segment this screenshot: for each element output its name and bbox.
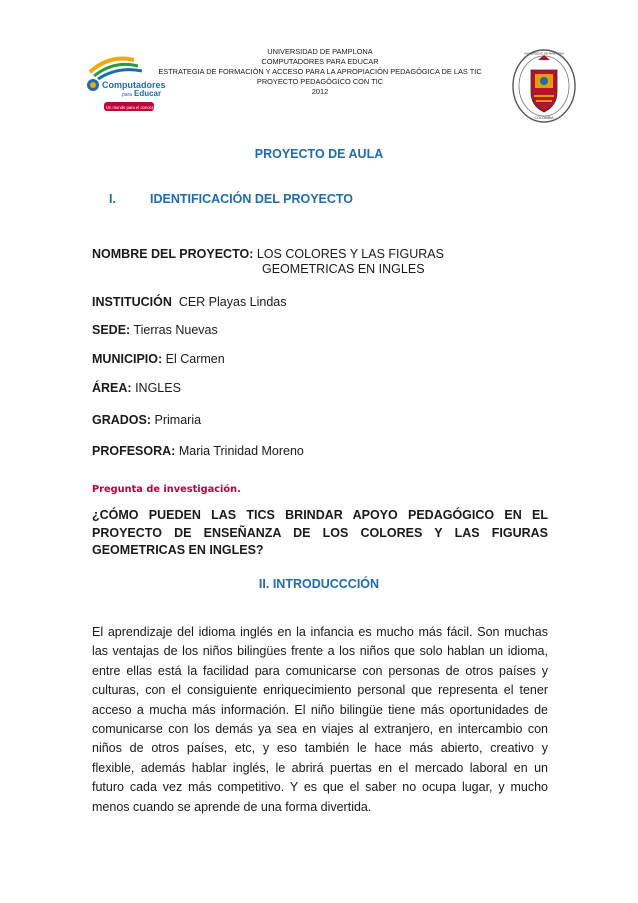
page-title: PROYECTO DE AULA bbox=[254, 147, 384, 161]
question-line: GEOMETRICAS EN INGLES? bbox=[92, 543, 264, 557]
section-2-heading: II. INTRODUCCCIÓN bbox=[258, 577, 380, 591]
field-grados bbox=[92, 412, 201, 428]
research-question-label: Pregunta de investigación. bbox=[92, 484, 241, 495]
field-nombre-label: NOMBRE DEL PROYECTO: bbox=[92, 247, 254, 261]
field-profesora bbox=[92, 443, 304, 459]
field-profesora-label: PROFESORA: bbox=[92, 444, 176, 458]
field-municipio-value: El Carmen bbox=[165, 352, 225, 366]
introduction-paragraph bbox=[92, 623, 548, 817]
field-institucion-label: INSTITUCIÓN bbox=[92, 295, 172, 309]
intro-line: El aprendizaje del idioma inglés en la infancia es mucho más fácil. Son muchas bbox=[92, 625, 548, 639]
svg-text:para: para bbox=[122, 92, 133, 98]
university-seal-logo bbox=[511, 48, 577, 124]
field-municipio bbox=[92, 351, 225, 367]
field-institucion-value: CER Playas Lindas bbox=[178, 295, 287, 309]
svg-text:Un mundo para el conocimiento: Un mundo para el conocimiento bbox=[106, 105, 166, 110]
intro-line: acceso a mucha más información. El niño bilingüe tiene más oportunidades de bbox=[92, 702, 548, 717]
field-institucion bbox=[92, 294, 287, 310]
field-grados-label: GRADOS: bbox=[92, 413, 152, 427]
research-question bbox=[92, 507, 548, 560]
intro-line: menos cuando se aprende de una forma divertida. bbox=[92, 799, 372, 814]
field-sede-label: SEDE: bbox=[92, 323, 131, 337]
svg-text:Educar: Educar bbox=[134, 89, 162, 98]
intro-line: futuro cada vez más competitivo. Y es que el saber no ocupa lugar, y mucho bbox=[92, 780, 548, 795]
question-line: PROYECTO DE ENSEÑANZA DE LOS COLORES Y LAS FIGURAS bbox=[92, 525, 548, 540]
header-university: UNIVERSIDAD DE PAMPLONA bbox=[267, 47, 373, 56]
field-profesora-value: Maria Trinidad Moreno bbox=[178, 444, 304, 458]
header-program: COMPUTADORES PARA EDUCAR bbox=[261, 57, 379, 66]
intro-line: las ventajas de los niños bilingües frente a los niños que solo hablan un idioma, bbox=[92, 644, 548, 659]
intro-line: entre ellas está la facilidad para comunicarse con personas de otros países y bbox=[92, 663, 548, 678]
header-lines bbox=[150, 47, 490, 97]
field-area-label: ÁREA: bbox=[92, 381, 132, 395]
intro-line: niños de otros países, etc, y eso también le hace más abierto, creativo y bbox=[92, 741, 548, 756]
field-sede-value: Tierras Nuevas bbox=[133, 323, 218, 337]
field-nombre-value-line2: GEOMETRICAS EN INGLES bbox=[262, 262, 425, 276]
header-project: PROYECTO PEDAGÓGICO CON TIC bbox=[256, 77, 384, 86]
section-1-number: I. bbox=[109, 192, 116, 206]
header-strategy: ESTRATEGIA DE FORMACIÓN Y ACCESO PARA LA APROPIACIÓN PEDAGÓGICA DE LAS TIC bbox=[158, 67, 482, 76]
field-nombre bbox=[92, 246, 444, 262]
field-municipio-label: MUNICIPIO: bbox=[92, 352, 163, 366]
header-year: 2012 bbox=[311, 87, 329, 96]
field-nombre-value: LOS COLORES Y LAS FIGURAS bbox=[256, 247, 444, 261]
field-area-value: INGLES bbox=[135, 381, 181, 395]
intro-line: comunicarse con los demás ya sea en viajes al extranjero, en intercambio con bbox=[92, 722, 548, 737]
svg-text:Computadores: Computadores bbox=[102, 80, 166, 90]
document-header bbox=[0, 44, 638, 124]
field-grados-value: Primaria bbox=[154, 413, 202, 427]
question-line: ¿CÓMO PUEDEN LAS TICS BRINDAR APOYO PEDAGÓGICO EN EL bbox=[92, 508, 548, 522]
section-1-text: IDENTIFICACIÓN DEL PROYECTO bbox=[150, 192, 354, 206]
svg-text:UNIVERSIDAD DE PAMPLONA: UNIVERSIDAD DE PAMPLONA bbox=[524, 51, 564, 56]
intro-line: culturas, con el consiguiente enriquecimiento personal que representa el tener bbox=[92, 683, 548, 698]
field-sede bbox=[92, 322, 218, 338]
intro-line: flexible, además hablar inglés, le abrirá puertas en el mercado laboral en un bbox=[92, 760, 548, 775]
field-area bbox=[92, 380, 181, 396]
svg-text:COLOMBIA: COLOMBIA bbox=[534, 116, 554, 120]
